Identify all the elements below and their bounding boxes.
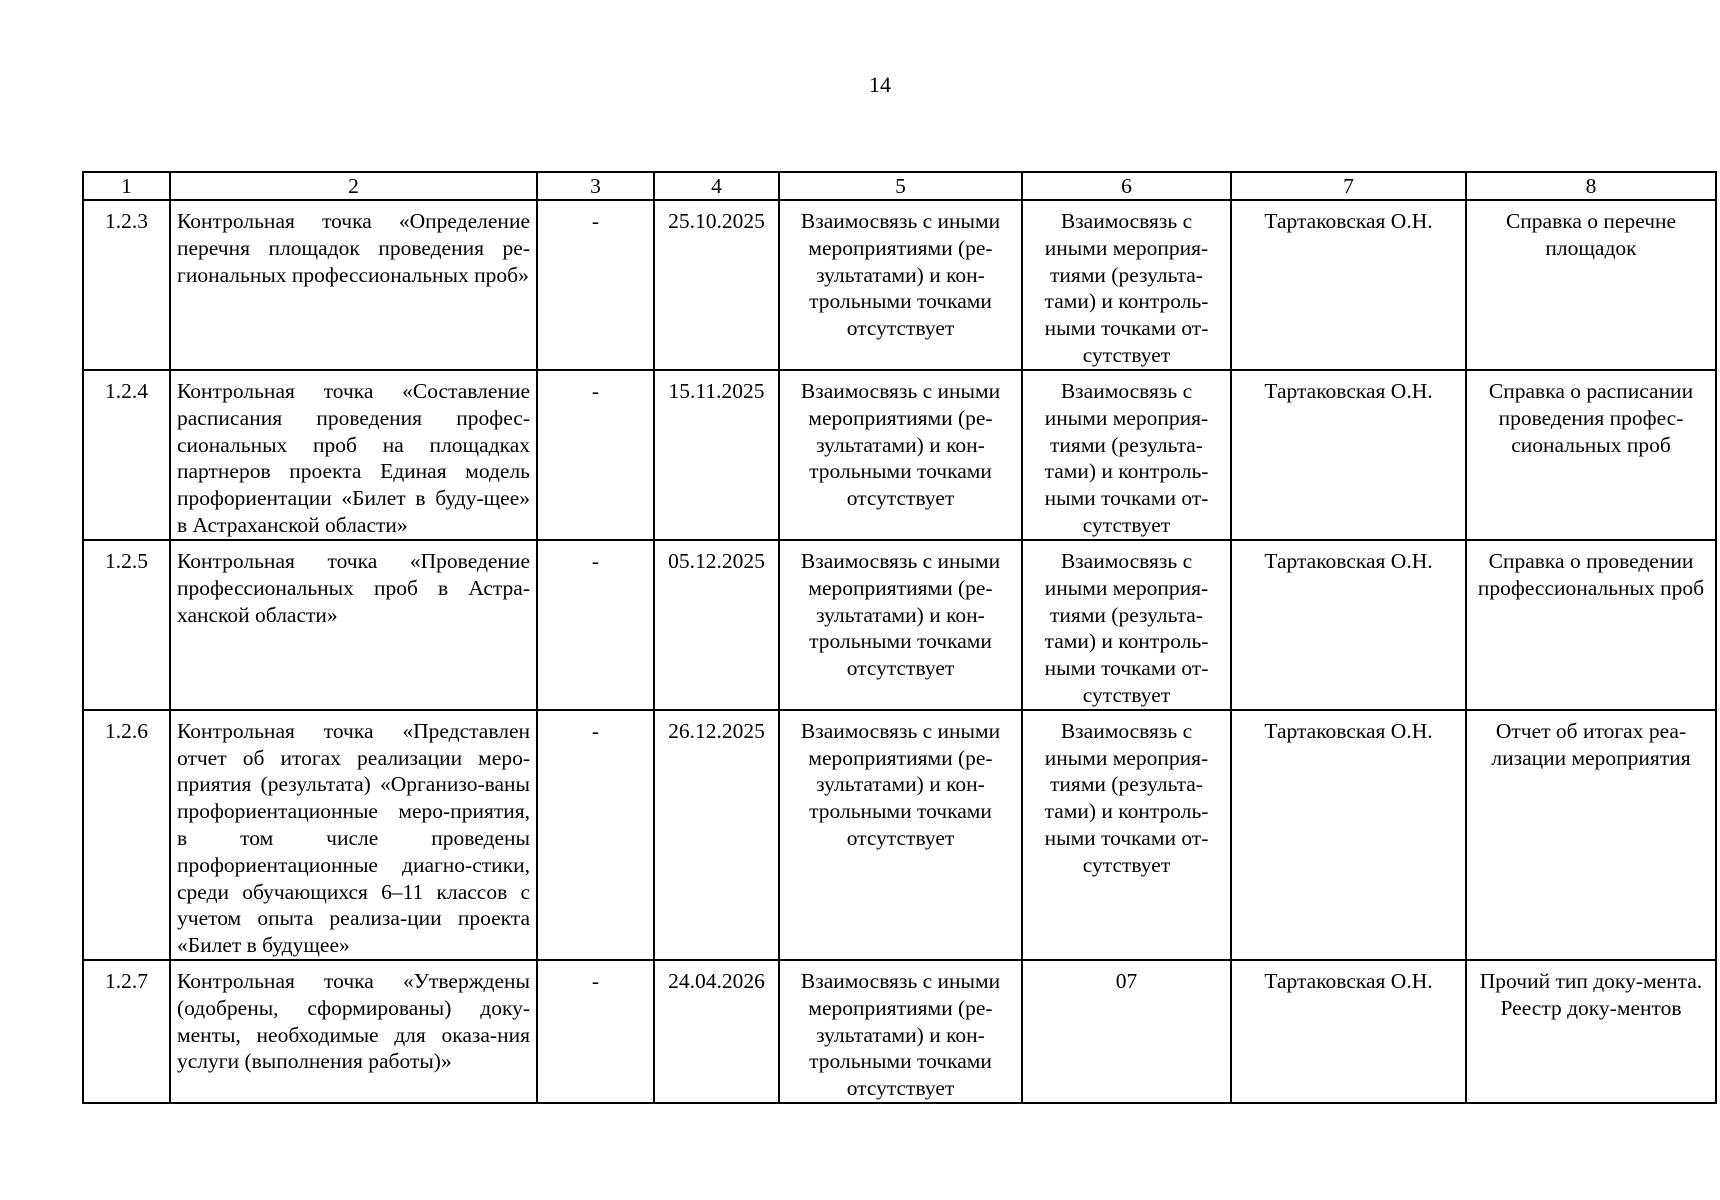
column-header: 2 (170, 172, 537, 200)
document-type: Справка о проведении профессиональных проб (1466, 540, 1716, 710)
control-points-table (82, 171, 1717, 1104)
responsible-person: Тартаковская О.Н. (1231, 540, 1466, 710)
row-number: 1.2.7 (83, 960, 170, 1103)
col3-value: - (537, 200, 654, 370)
due-date: 25.10.2025 (654, 200, 779, 370)
column-header: 6 (1022, 172, 1231, 200)
relationship-text-alt: Взаимосвязь с иными мероприя-тиями (результа-тами) и контроль-ными точками от-сутствует (1022, 200, 1231, 370)
document-type: Отчет об итогах реа-лизации мероприятия (1466, 710, 1716, 960)
due-date: 15.11.2025 (654, 370, 779, 540)
control-point-name: Контрольная точка «Представлен отчет об итогах реализации меро-приятия (результата) «Организо-ваны профориентационные меро-приятия, в том числе проведены профориентационные диагно-стики, среди обучающихся 6–11 классов с учетом опыта реализа-ции проекта «Билет в будущее» (170, 710, 537, 960)
row-number: 1.2.4 (83, 370, 170, 540)
row-number: 1.2.5 (83, 540, 170, 710)
relationship-text: Взаимосвязь с иными мероприятиями (ре-зультатами) и кон-трольными точками отсутствует (779, 200, 1022, 370)
column-header: 7 (1231, 172, 1466, 200)
table-row (83, 540, 1716, 710)
relationship-text: Взаимосвязь с иными мероприятиями (ре-зультатами) и кон-трольными точками отсутствует (779, 710, 1022, 960)
relationship-text-alt: Взаимосвязь с иными мероприя-тиями (результа-тами) и контроль-ными точками от-сутствует (1022, 370, 1231, 540)
col3-value: - (537, 960, 654, 1103)
table-row (83, 960, 1716, 1103)
due-date: 24.04.2026 (654, 960, 779, 1103)
table-header-row (83, 172, 1716, 200)
document-type: Справка о перечне площадок (1466, 200, 1716, 370)
column-header: 5 (779, 172, 1022, 200)
relationship-text: Взаимосвязь с иными мероприятиями (ре-зультатами) и кон-трольными точками отсутствует (779, 960, 1022, 1103)
column-header: 4 (654, 172, 779, 200)
column-header: 8 (1466, 172, 1716, 200)
row-number: 1.2.3 (83, 200, 170, 370)
relationship-text-alt: Взаимосвязь с иными мероприя-тиями (результа-тами) и контроль-ными точками от-сутствует (1022, 710, 1231, 960)
column-header: 3 (537, 172, 654, 200)
due-date: 26.12.2025 (654, 710, 779, 960)
document-type: Справка о расписании проведения профес-сиональных проб (1466, 370, 1716, 540)
responsible-person: Тартаковская О.Н. (1231, 960, 1466, 1103)
responsible-person: Тартаковская О.Н. (1231, 200, 1466, 370)
relationship-text: Взаимосвязь с иными мероприятиями (ре-зультатами) и кон-трольными точками отсутствует (779, 540, 1022, 710)
control-point-name: Контрольная точка «Утверждены (одобрены, сформированы) доку-менты, необходимые для оказа-ния услуги (выполнения работы)» (170, 960, 537, 1103)
due-date: 05.12.2025 (654, 540, 779, 710)
page-number: 14 (869, 72, 891, 97)
relationship-text-alt: Взаимосвязь с иными мероприя-тиями (результа-тами) и контроль-ными точками от-сутствует (1022, 540, 1231, 710)
control-point-name: Контрольная точка «Проведение профессиональных проб в Астра-ханской области» (170, 540, 537, 710)
col3-value: - (537, 370, 654, 540)
col3-value: - (537, 710, 654, 960)
control-point-name: Контрольная точка «Составление расписания проведения профес-сиональных проб на площадках партнеров проекта Единая модель профориентации «Билет в буду-щее» в Астраханской области» (170, 370, 537, 540)
relationship-text: Взаимосвязь с иными мероприятиями (ре-зультатами) и кон-трольными точками отсутствует (779, 370, 1022, 540)
table-row (83, 370, 1716, 540)
table-row (83, 710, 1716, 960)
document-type: Прочий тип доку-мента. Реестр доку-ментов (1466, 960, 1716, 1103)
table-row (83, 200, 1716, 370)
col3-value: - (537, 540, 654, 710)
relationship-text-alt: 07 (1022, 960, 1231, 1103)
row-number: 1.2.6 (83, 710, 170, 960)
control-point-name: Контрольная точка «Определение перечня площадок проведения ре-гиональных профессиональных проб» (170, 200, 537, 370)
column-header: 1 (83, 172, 170, 200)
responsible-person: Тартаковская О.Н. (1231, 370, 1466, 540)
responsible-person: Тартаковская О.Н. (1231, 710, 1466, 960)
